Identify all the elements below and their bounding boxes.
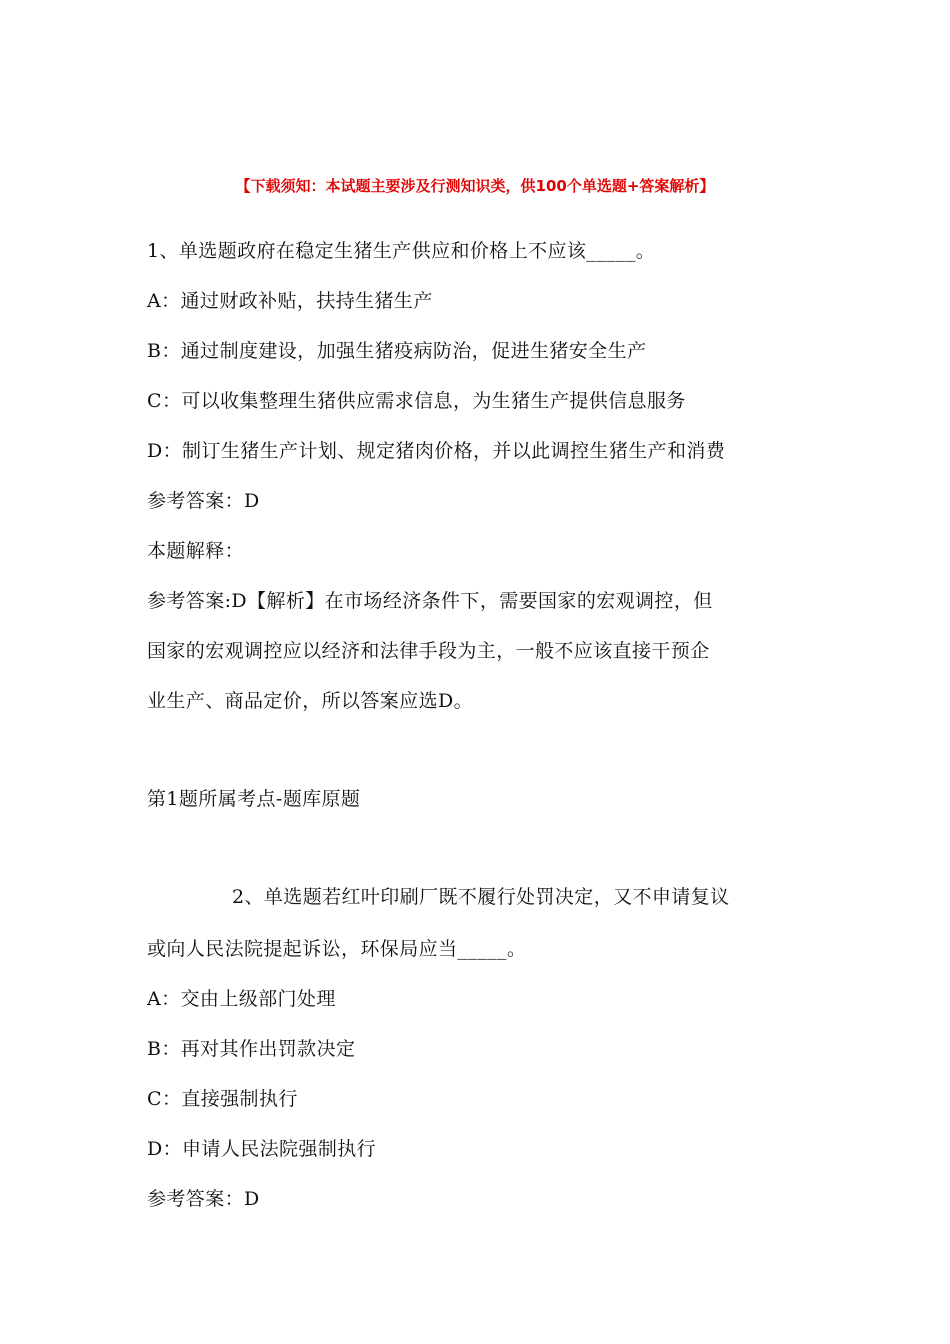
question-1-option-d: D：制订生猪生产计划、规定猪肉价格，并以此调控生猪生产和消费 [147,440,726,462]
question-1-stem: 1、单选题政府在稳定生猪生产供应和价格上不应该_____。 [147,240,656,262]
question-2-option-b: B：再对其作出罚款决定 [147,1038,356,1060]
question-1-option-b: B：通过制度建设，加强生猪疫病防治，促进生猪安全生产 [147,340,647,362]
question-2-option-a: A：交由上级部门处理 [147,988,336,1010]
question-2-option-d: D：申请人民法院强制执行 [147,1138,377,1160]
question-2-option-c: C：直接强制执行 [147,1088,298,1110]
question-1-answer: 参考答案：D [147,490,260,512]
question-1-option-a: A：通过财政补贴，扶持生猪生产 [147,290,433,312]
question-1-explain-line: 参考答案:D【解析】在市场经济条件下，需要国家的宏观调控，但 [147,590,713,612]
question-1-explain-line: 业生产、商品定价，所以答案应选D。 [147,690,474,712]
question-1-option-c: C：可以收集整理生猪供应需求信息，为生猪生产提供信息服务 [147,390,686,412]
question-2-stem-line-2: 或向人民法院提起诉讼，环保局应当_____。 [147,938,527,960]
question-2-answer: 参考答案：D [147,1188,260,1210]
question-1-source: 第1题所属考点-题库原题 [147,788,361,810]
download-notice: 【下载须知：本试题主要涉及行测知识类，供100个单选题+答案解析】 [235,177,715,195]
question-1-explain-label: 本题解释： [147,540,245,562]
question-2-stem-line-1: 2、单选题若红叶印刷厂既不履行处罚决定，又不申请复议 [232,886,730,908]
question-1-explain-line: 国家的宏观调控应以经济和法律手段为主，一般不应该直接干预企 [147,640,710,662]
